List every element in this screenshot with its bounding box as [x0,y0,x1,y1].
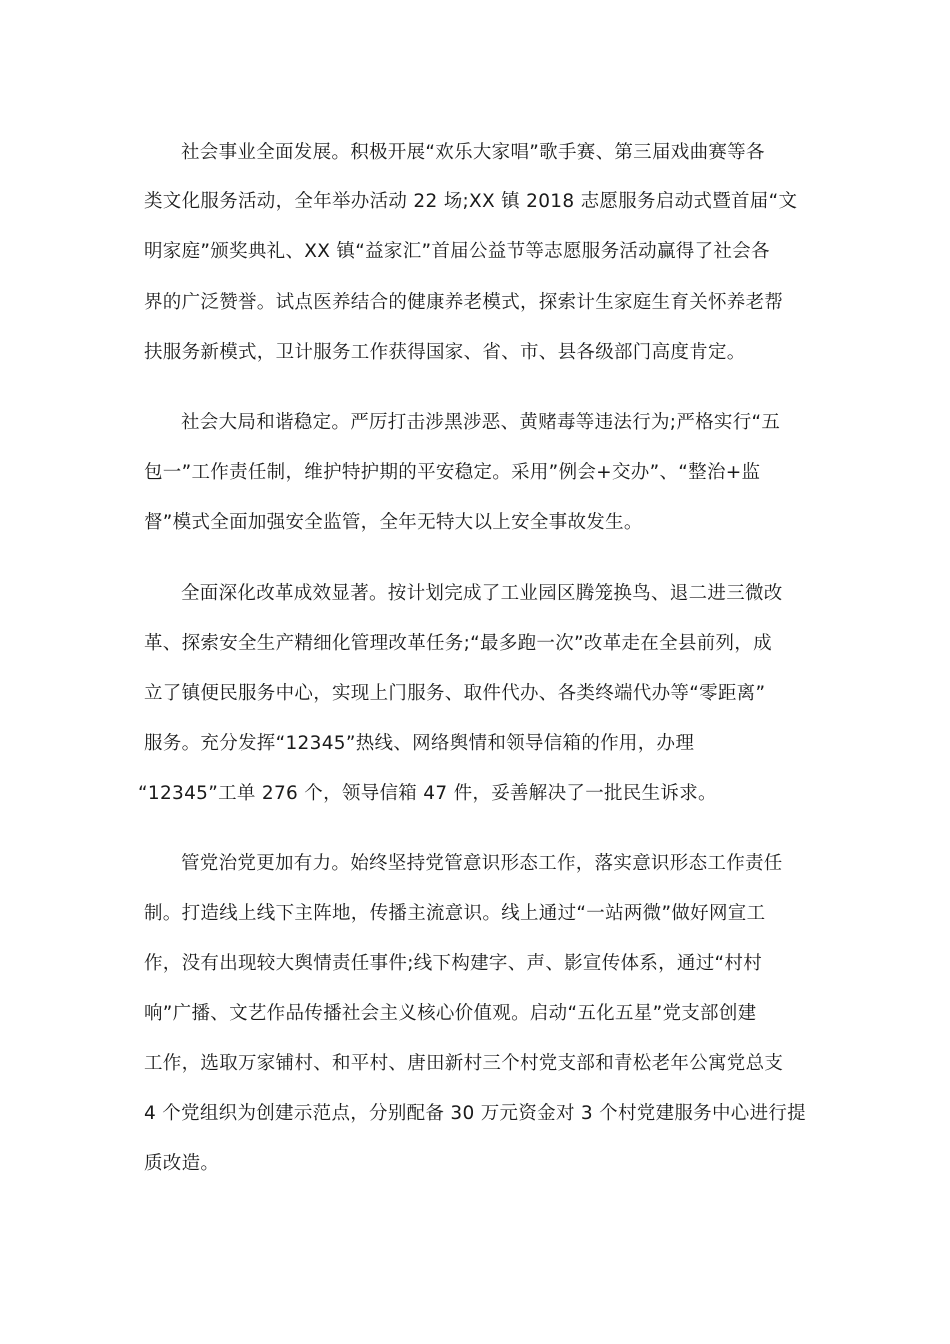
text-line: 4 个党组织为创建示范点，分别配备 30 万元资金对 3 个村党建服务中心进行提 [144,1103,806,1124]
text-line: 界的广泛赞誉。试点医养结合的健康养老模式，探索计生家庭生育关怀养老帮 [144,292,784,313]
text-line: 立了镇便民服务中心，实现上门服务、取件代办、各类终端代办等“零距离” [144,683,766,704]
text-line: 工作，选取万家铺村、和平村、唐田新村三个村党支部和青松老年公寓党总支 [144,1053,784,1074]
text-line: 社会事业全面发展。积极开展“欢乐大家唱”歌手赛、第三届戏曲赛等各 [181,142,765,163]
text-line: 督”模式全面加强安全监管，全年无特大以上安全事故发生。 [144,512,643,533]
text-line: 管党治党更加有力。始终坚持党管意识形态工作，落实意识形态工作责任 [181,853,783,874]
text-line: 服务。充分发挥“12345”热线、网络舆情和领导信箱的作用，办理 [144,733,695,754]
text-line: 制。打造线上线下主阵地，传播主流意识。线上通过“一站两微”做好网宣工 [144,903,766,924]
text-line: 全面深化改革成效显著。按计划完成了工业园区腾笼换鸟、退二进三微改 [181,583,783,604]
text-line: 类文化服务活动，全年举办活动 22 场;XX 镇 2018 志愿服务启动式暨首届“文 [144,191,798,212]
text-line: 作，没有出现较大舆情责任事件;线下构建字、声、影宣传体系，通过“村村 [144,953,763,974]
text-line: 包一”工作责任制，维护特护期的平安稳定。采用”例会+交办”、“整治+监 [144,462,761,483]
text-line: “12345”工单 276 个，领导信箱 47 件，妥善解决了一批民生诉求。 [138,783,717,804]
text-line: 明家庭”颁奖典礼、XX 镇“益家汇”首届公益节等志愿服务活动赢得了社会各 [144,241,770,262]
text-line: 质改造。 [144,1153,220,1174]
text-line: 响”广播、文艺作品传播社会主义核心价值观。启动“五化五星”党支部创建 [144,1003,757,1024]
text-line: 革、探索安全生产精细化管理改革任务;“最多跑一次”改革走在全县前列，成 [144,633,772,654]
text-line: 扶服务新模式，卫计服务工作获得国家、省、市、县各级部门高度肯定。 [144,342,746,363]
text-line: 社会大局和谐稳定。严厉打击涉黑涉恶、黄赌毒等违法行为;严格实行“五 [181,412,781,433]
